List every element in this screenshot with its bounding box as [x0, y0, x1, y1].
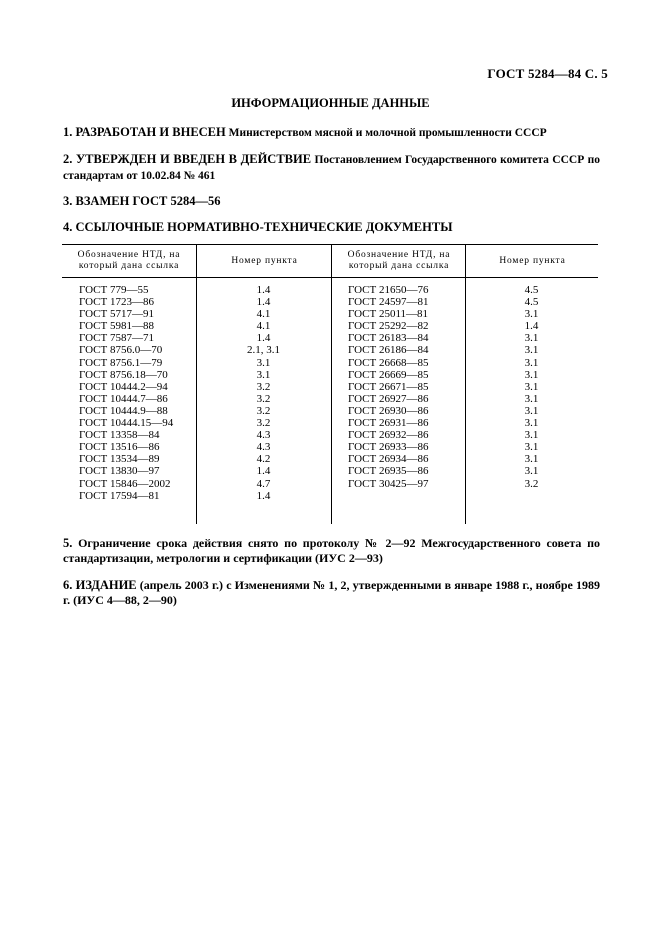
- left-doc-column: [79, 284, 173, 502]
- table-body: [62, 278, 598, 524]
- table-cell-point: 4.2: [256, 453, 271, 466]
- table-cell-doc: ГОСТ 26927—86: [348, 392, 429, 405]
- table-cell-doc: ГОСТ 25011—81: [348, 308, 429, 321]
- table-cell-doc: ГОСТ 1723—86: [79, 296, 154, 309]
- info-item-4: [63, 220, 600, 235]
- table-cell-doc: ГОСТ 8756.1—79: [79, 356, 163, 369]
- table-cell-point: 3.1: [256, 356, 271, 369]
- table-cell-doc: ГОСТ 26671—85: [348, 380, 429, 393]
- item-1-text: Министерством мясной и молочной промышленности СССР: [225, 127, 547, 139]
- table-cell-point: 1.4: [256, 332, 271, 345]
- table-cell-point: 1.4: [256, 489, 271, 502]
- table-cell-point: 4.5: [524, 296, 539, 309]
- table-cell-doc: ГОСТ 26668—85: [348, 356, 429, 369]
- table-cell-point: 3.1: [524, 453, 539, 466]
- left-point-column: [196, 284, 331, 502]
- table-cell-point: 3.2: [524, 477, 539, 490]
- table-cell-point: 4.5: [524, 284, 539, 296]
- table-cell-point: 3.1: [256, 368, 271, 381]
- table-cell-doc: ГОСТ 13830—97: [79, 465, 160, 478]
- header-doc-left: Обозначение НТД, на который дана ссылка: [77, 250, 181, 271]
- item-5-text: Ограничение срока действия снято по протоколу № 2—92 Межгосударственного совета по стандартизации, метрологии и сертификации (ИУС 2—93): [63, 536, 600, 565]
- table-cell-doc: ГОСТ 10444.15—94: [79, 417, 174, 430]
- table-cell-doc: ГОСТ 779—55: [79, 284, 149, 296]
- table-cell-doc: ГОСТ 15846—2002: [79, 477, 171, 490]
- table-cell-doc: ГОСТ 26669—85: [348, 368, 429, 381]
- info-item-5: [63, 536, 600, 566]
- table-cell-doc: ГОСТ 8756.18—70: [79, 368, 168, 381]
- table-cell-doc: ГОСТ 26931—86: [348, 417, 429, 430]
- table-cell-doc: ГОСТ 30425—97: [348, 477, 429, 490]
- table-cell-point: 3.1: [524, 465, 539, 478]
- table-cell-point: 4.1: [256, 320, 271, 333]
- table-cell-doc: ГОСТ 13516—86: [79, 441, 160, 454]
- info-item-3: [63, 194, 600, 209]
- table-cell-point: 3.2: [256, 417, 271, 430]
- table-cell-doc: ГОСТ 26934—86: [348, 453, 429, 466]
- table-cell-point: 3.1: [524, 441, 539, 454]
- item-3-lead: 3. ВЗАМЕН ГОСТ 5284—56: [63, 194, 221, 208]
- table-cell-point: 3.1: [524, 417, 539, 430]
- table-cell-point: 4.3: [256, 441, 271, 454]
- table-cell-point: 3.2: [256, 404, 271, 417]
- table-cell-doc: ГОСТ 24597—81: [348, 296, 429, 309]
- table-cell-point: 3.2: [256, 392, 271, 405]
- table-cell-doc: ГОСТ 13358—84: [79, 429, 160, 442]
- table-cell-doc: ГОСТ 26932—86: [348, 429, 429, 442]
- item-5-lead: 5.: [63, 536, 73, 550]
- table-cell-doc: ГОСТ 8756.0—70: [79, 344, 163, 357]
- info-item-1: [63, 125, 600, 141]
- table-cell-doc: ГОСТ 5981—88: [79, 320, 154, 333]
- table-cell-point: 1.4: [256, 296, 271, 309]
- table-cell-point: 4.3: [256, 429, 271, 442]
- header-point-left: Номер пункта: [196, 245, 332, 277]
- table-cell-point: 4.1: [256, 308, 271, 321]
- right-doc-column: [348, 284, 428, 490]
- table-cell-doc: ГОСТ 26933—86: [348, 441, 429, 454]
- page-title: ИНФОРМАЦИОННЫЕ ДАННЫЕ: [231, 96, 430, 110]
- table-cell-point: 3.1: [524, 380, 539, 393]
- table-cell-point: 3.1: [524, 356, 539, 369]
- table-cell-point: 2.1, 3.1: [247, 344, 280, 357]
- item-4-lead: 4. ССЫЛОЧНЫЕ НОРМАТИВНО-ТЕХНИЧЕСКИЕ ДОКУМЕНТЫ: [63, 220, 453, 234]
- item-1-lead: 1. РАЗРАБОТАН И ВНЕСЕН: [63, 125, 226, 139]
- table-cell-point: 3.1: [524, 308, 539, 321]
- table-cell-point: 1.4: [256, 284, 271, 296]
- table-cell-point: 3.1: [524, 368, 539, 381]
- table-header: [62, 245, 598, 278]
- table-cell-doc: ГОСТ 21650—76: [348, 284, 429, 296]
- table-cell-doc: ГОСТ 26935—86: [348, 465, 429, 478]
- header-point-right: Номер пункта: [465, 245, 599, 277]
- page-header: ГОСТ 5284—84 С. 5: [487, 66, 608, 81]
- info-item-6: [63, 578, 600, 608]
- table-cell-point: 3.1: [524, 392, 539, 405]
- column-divider: [331, 278, 332, 524]
- item-6-lead: 6. ИЗДАНИЕ: [63, 578, 137, 592]
- item-2-lead: 2. УТВЕРЖДЕН И ВВЕДЕН В ДЕЙСТВИЕ: [63, 152, 312, 166]
- table-cell-doc: ГОСТ 25292—82: [348, 320, 429, 333]
- table-cell-doc: ГОСТ 26930—86: [348, 404, 429, 417]
- table-cell-doc: ГОСТ 10444.9—88: [79, 404, 168, 417]
- info-item-2: [63, 152, 600, 184]
- table-cell-doc: ГОСТ 13534—89: [79, 453, 160, 466]
- table-cell-point: 3.1: [524, 332, 539, 345]
- table-cell-point: 3.1: [524, 404, 539, 417]
- right-point-column: [465, 284, 598, 490]
- table-cell-doc: ГОСТ 5717—91: [79, 308, 154, 321]
- table-cell-doc: ГОСТ 17594—81: [79, 489, 160, 502]
- header-doc-right: Обозначение НТД, на который дана ссылка: [331, 245, 466, 277]
- item-6-text: (апрель 2003 г.) с Изменениями № 1, 2, утвержденными в январе 1988 г., ноябре 1989 г. (ИУС 4—88, 2—90): [63, 578, 601, 607]
- table-cell-point: 3.2: [256, 380, 271, 393]
- table-cell-point: 3.1: [524, 429, 539, 442]
- table-cell-doc: ГОСТ 10444.7—86: [79, 392, 168, 405]
- reference-documents-table: [62, 244, 598, 524]
- table-cell-doc: ГОСТ 26183—84: [348, 332, 429, 345]
- table-cell-point: 3.1: [524, 344, 539, 357]
- table-cell-point: 1.4: [524, 320, 539, 333]
- table-cell-point: 4.7: [256, 477, 271, 490]
- item-2-text: Постановлением Государственного комитета СССР по стандартам от 10.02.84 № 461: [63, 154, 600, 182]
- table-cell-doc: ГОСТ 10444.2—94: [79, 380, 168, 393]
- table-cell-point: 1.4: [256, 465, 271, 478]
- table-cell-doc: ГОСТ 26186—84: [348, 344, 429, 357]
- table-cell-doc: ГОСТ 7587—71: [79, 332, 154, 345]
